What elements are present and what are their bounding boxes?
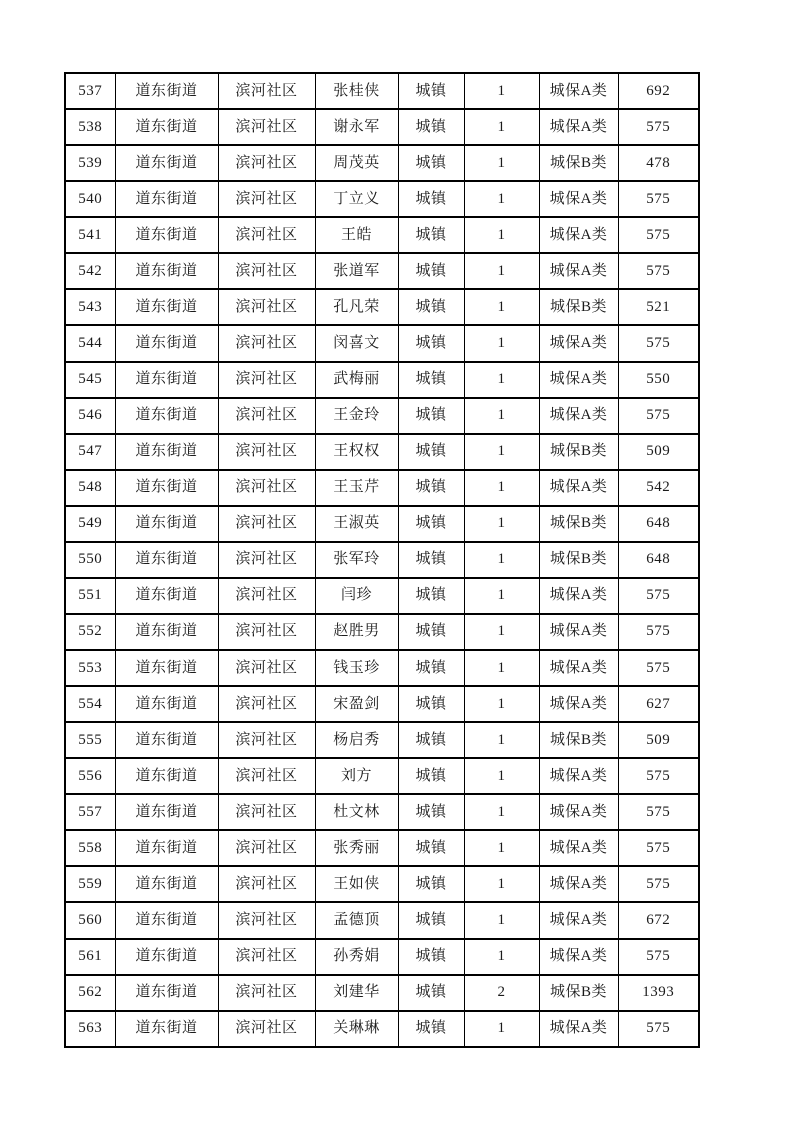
street-cell: 道东街道 [115, 686, 218, 722]
name-cell: 刘方 [315, 758, 398, 794]
table-row [65, 578, 699, 614]
table-row [65, 939, 699, 975]
category-cell: 城保A类 [539, 866, 618, 902]
table-row [65, 866, 699, 902]
seq-cell: 559 [65, 866, 115, 902]
amount-cell: 627 [618, 686, 699, 722]
street-cell: 道东街道 [115, 578, 218, 614]
amount-cell: 542 [618, 470, 699, 506]
name-cell: 谢永军 [315, 109, 398, 145]
seq-cell: 539 [65, 145, 115, 181]
amount-cell: 575 [618, 866, 699, 902]
category-cell: 城保A类 [539, 470, 618, 506]
category-cell: 城保A类 [539, 758, 618, 794]
category-cell: 城保A类 [539, 73, 618, 109]
residence-cell: 城镇 [398, 217, 464, 253]
benefits-table [64, 72, 700, 1048]
residence-cell: 城镇 [398, 325, 464, 361]
count-cell: 1 [464, 686, 539, 722]
table-row [65, 362, 699, 398]
residence-cell: 城镇 [398, 109, 464, 145]
name-cell: 杨启秀 [315, 722, 398, 758]
street-cell: 道东街道 [115, 758, 218, 794]
count-cell: 1 [464, 830, 539, 866]
seq-cell: 549 [65, 506, 115, 542]
name-cell: 孟德顶 [315, 902, 398, 938]
amount-cell: 648 [618, 506, 699, 542]
category-cell: 城保A类 [539, 939, 618, 975]
name-cell: 王淑英 [315, 506, 398, 542]
seq-cell: 537 [65, 73, 115, 109]
count-cell: 1 [464, 398, 539, 434]
category-cell: 城保A类 [539, 902, 618, 938]
street-cell: 道东街道 [115, 975, 218, 1011]
table-row [65, 794, 699, 830]
community-cell: 滨河社区 [218, 939, 315, 975]
residence-cell: 城镇 [398, 758, 464, 794]
amount-cell: 575 [618, 578, 699, 614]
street-cell: 道东街道 [115, 109, 218, 145]
name-cell: 杜文林 [315, 794, 398, 830]
name-cell: 闵喜文 [315, 325, 398, 361]
residence-cell: 城镇 [398, 362, 464, 398]
community-cell: 滨河社区 [218, 758, 315, 794]
count-cell: 1 [464, 614, 539, 650]
amount-cell: 575 [618, 794, 699, 830]
residence-cell: 城镇 [398, 975, 464, 1011]
community-cell: 滨河社区 [218, 614, 315, 650]
table-row [65, 542, 699, 578]
seq-cell: 546 [65, 398, 115, 434]
community-cell: 滨河社区 [218, 253, 315, 289]
street-cell: 道东街道 [115, 181, 218, 217]
seq-cell: 563 [65, 1011, 115, 1047]
category-cell: 城保A类 [539, 650, 618, 686]
category-cell: 城保A类 [539, 253, 618, 289]
residence-cell: 城镇 [398, 542, 464, 578]
amount-cell: 575 [618, 939, 699, 975]
count-cell: 1 [464, 434, 539, 470]
community-cell: 滨河社区 [218, 434, 315, 470]
seq-cell: 542 [65, 253, 115, 289]
count-cell: 1 [464, 794, 539, 830]
street-cell: 道东街道 [115, 362, 218, 398]
seq-cell: 552 [65, 614, 115, 650]
category-cell: 城保A类 [539, 614, 618, 650]
amount-cell: 575 [618, 181, 699, 217]
table-row [65, 830, 699, 866]
table-row [65, 470, 699, 506]
seq-cell: 556 [65, 758, 115, 794]
community-cell: 滨河社区 [218, 578, 315, 614]
seq-cell: 541 [65, 217, 115, 253]
category-cell: 城保B类 [539, 722, 618, 758]
seq-cell: 555 [65, 722, 115, 758]
name-cell: 钱玉珍 [315, 650, 398, 686]
street-cell: 道东街道 [115, 722, 218, 758]
category-cell: 城保A类 [539, 181, 618, 217]
community-cell: 滨河社区 [218, 325, 315, 361]
category-cell: 城保A类 [539, 830, 618, 866]
table-row [65, 398, 699, 434]
category-cell: 城保B类 [539, 145, 618, 181]
count-cell: 1 [464, 362, 539, 398]
residence-cell: 城镇 [398, 145, 464, 181]
amount-cell: 648 [618, 542, 699, 578]
category-cell: 城保B类 [539, 975, 618, 1011]
amount-cell: 1393 [618, 975, 699, 1011]
community-cell: 滨河社区 [218, 542, 315, 578]
community-cell: 滨河社区 [218, 145, 315, 181]
amount-cell: 509 [618, 722, 699, 758]
residence-cell: 城镇 [398, 578, 464, 614]
name-cell: 张道军 [315, 253, 398, 289]
count-cell: 1 [464, 1011, 539, 1047]
street-cell: 道东街道 [115, 217, 218, 253]
table-row [65, 902, 699, 938]
name-cell: 周茂英 [315, 145, 398, 181]
count-cell: 1 [464, 578, 539, 614]
residence-cell: 城镇 [398, 614, 464, 650]
street-cell: 道东街道 [115, 1011, 218, 1047]
residence-cell: 城镇 [398, 939, 464, 975]
table-row [65, 686, 699, 722]
amount-cell: 575 [618, 758, 699, 794]
residence-cell: 城镇 [398, 506, 464, 542]
amount-cell: 575 [618, 325, 699, 361]
street-cell: 道东街道 [115, 614, 218, 650]
name-cell: 武梅丽 [315, 362, 398, 398]
community-cell: 滨河社区 [218, 73, 315, 109]
amount-cell: 478 [618, 145, 699, 181]
community-cell: 滨河社区 [218, 506, 315, 542]
count-cell: 1 [464, 289, 539, 325]
category-cell: 城保A类 [539, 1011, 618, 1047]
table-row [65, 145, 699, 181]
amount-cell: 575 [618, 109, 699, 145]
community-cell: 滨河社区 [218, 109, 315, 145]
street-cell: 道东街道 [115, 866, 218, 902]
residence-cell: 城镇 [398, 794, 464, 830]
street-cell: 道东街道 [115, 542, 218, 578]
count-cell: 1 [464, 145, 539, 181]
count-cell: 1 [464, 181, 539, 217]
seq-cell: 553 [65, 650, 115, 686]
name-cell: 张桂侠 [315, 73, 398, 109]
street-cell: 道东街道 [115, 830, 218, 866]
amount-cell: 550 [618, 362, 699, 398]
category-cell: 城保A类 [539, 109, 618, 145]
name-cell: 王如侠 [315, 866, 398, 902]
seq-cell: 547 [65, 434, 115, 470]
table-row [65, 975, 699, 1011]
name-cell: 刘建华 [315, 975, 398, 1011]
community-cell: 滨河社区 [218, 217, 315, 253]
seq-cell: 562 [65, 975, 115, 1011]
count-cell: 1 [464, 253, 539, 289]
seq-cell: 544 [65, 325, 115, 361]
name-cell: 孔凡荣 [315, 289, 398, 325]
street-cell: 道东街道 [115, 506, 218, 542]
count-cell: 2 [464, 975, 539, 1011]
table-row [65, 181, 699, 217]
residence-cell: 城镇 [398, 650, 464, 686]
category-cell: 城保A类 [539, 325, 618, 361]
amount-cell: 575 [618, 398, 699, 434]
residence-cell: 城镇 [398, 866, 464, 902]
name-cell: 王玉芹 [315, 470, 398, 506]
residence-cell: 城镇 [398, 73, 464, 109]
table-row [65, 434, 699, 470]
count-cell: 1 [464, 722, 539, 758]
table-row [65, 722, 699, 758]
community-cell: 滨河社区 [218, 398, 315, 434]
amount-cell: 672 [618, 902, 699, 938]
residence-cell: 城镇 [398, 722, 464, 758]
residence-cell: 城镇 [398, 686, 464, 722]
category-cell: 城保B类 [539, 289, 618, 325]
count-cell: 1 [464, 650, 539, 686]
seq-cell: 545 [65, 362, 115, 398]
count-cell: 1 [464, 542, 539, 578]
table-row [65, 109, 699, 145]
street-cell: 道东街道 [115, 325, 218, 361]
name-cell: 王权权 [315, 434, 398, 470]
residence-cell: 城镇 [398, 181, 464, 217]
seq-cell: 538 [65, 109, 115, 145]
community-cell: 滨河社区 [218, 866, 315, 902]
community-cell: 滨河社区 [218, 830, 315, 866]
residence-cell: 城镇 [398, 830, 464, 866]
category-cell: 城保A类 [539, 578, 618, 614]
seq-cell: 557 [65, 794, 115, 830]
count-cell: 1 [464, 866, 539, 902]
table-row [65, 506, 699, 542]
name-cell: 张军玲 [315, 542, 398, 578]
category-cell: 城保A类 [539, 398, 618, 434]
residence-cell: 城镇 [398, 902, 464, 938]
amount-cell: 575 [618, 1011, 699, 1047]
street-cell: 道东街道 [115, 902, 218, 938]
count-cell: 1 [464, 109, 539, 145]
table-row [65, 325, 699, 361]
table-row [65, 289, 699, 325]
count-cell: 1 [464, 758, 539, 794]
table-body [65, 73, 699, 1047]
category-cell: 城保A类 [539, 217, 618, 253]
seq-cell: 540 [65, 181, 115, 217]
seq-cell: 560 [65, 902, 115, 938]
street-cell: 道东街道 [115, 398, 218, 434]
amount-cell: 509 [618, 434, 699, 470]
seq-cell: 558 [65, 830, 115, 866]
category-cell: 城保A类 [539, 794, 618, 830]
residence-cell: 城镇 [398, 289, 464, 325]
count-cell: 1 [464, 902, 539, 938]
seq-cell: 548 [65, 470, 115, 506]
count-cell: 1 [464, 506, 539, 542]
count-cell: 1 [464, 73, 539, 109]
seq-cell: 543 [65, 289, 115, 325]
residence-cell: 城镇 [398, 1011, 464, 1047]
amount-cell: 692 [618, 73, 699, 109]
category-cell: 城保A类 [539, 686, 618, 722]
amount-cell: 575 [618, 650, 699, 686]
table-row [65, 73, 699, 109]
amount-cell: 521 [618, 289, 699, 325]
residence-cell: 城镇 [398, 470, 464, 506]
community-cell: 滨河社区 [218, 181, 315, 217]
community-cell: 滨河社区 [218, 470, 315, 506]
table-row [65, 614, 699, 650]
name-cell: 丁立义 [315, 181, 398, 217]
table-row [65, 1011, 699, 1047]
amount-cell: 575 [618, 253, 699, 289]
name-cell: 王皓 [315, 217, 398, 253]
residence-cell: 城镇 [398, 434, 464, 470]
name-cell: 宋盈剑 [315, 686, 398, 722]
count-cell: 1 [464, 325, 539, 361]
amount-cell: 575 [618, 614, 699, 650]
amount-cell: 575 [618, 830, 699, 866]
community-cell: 滨河社区 [218, 362, 315, 398]
seq-cell: 561 [65, 939, 115, 975]
community-cell: 滨河社区 [218, 1011, 315, 1047]
community-cell: 滨河社区 [218, 289, 315, 325]
street-cell: 道东街道 [115, 939, 218, 975]
seq-cell: 554 [65, 686, 115, 722]
count-cell: 1 [464, 217, 539, 253]
name-cell: 赵胜男 [315, 614, 398, 650]
table-row [65, 650, 699, 686]
table-row [65, 758, 699, 794]
street-cell: 道东街道 [115, 650, 218, 686]
category-cell: 城保B类 [539, 506, 618, 542]
name-cell: 闫珍 [315, 578, 398, 614]
street-cell: 道东街道 [115, 289, 218, 325]
street-cell: 道东街道 [115, 253, 218, 289]
community-cell: 滨河社区 [218, 975, 315, 1011]
street-cell: 道东街道 [115, 470, 218, 506]
category-cell: 城保B类 [539, 434, 618, 470]
community-cell: 滨河社区 [218, 794, 315, 830]
residence-cell: 城镇 [398, 253, 464, 289]
count-cell: 1 [464, 939, 539, 975]
street-cell: 道东街道 [115, 73, 218, 109]
street-cell: 道东街道 [115, 145, 218, 181]
street-cell: 道东街道 [115, 794, 218, 830]
category-cell: 城保B类 [539, 542, 618, 578]
community-cell: 滨河社区 [218, 686, 315, 722]
amount-cell: 575 [618, 217, 699, 253]
community-cell: 滨河社区 [218, 650, 315, 686]
community-cell: 滨河社区 [218, 722, 315, 758]
community-cell: 滨河社区 [218, 902, 315, 938]
seq-cell: 550 [65, 542, 115, 578]
name-cell: 孙秀娟 [315, 939, 398, 975]
name-cell: 张秀丽 [315, 830, 398, 866]
residence-cell: 城镇 [398, 398, 464, 434]
count-cell: 1 [464, 470, 539, 506]
seq-cell: 551 [65, 578, 115, 614]
name-cell: 关琳琳 [315, 1011, 398, 1047]
table-row [65, 217, 699, 253]
street-cell: 道东街道 [115, 434, 218, 470]
name-cell: 王金玲 [315, 398, 398, 434]
table-row [65, 253, 699, 289]
category-cell: 城保A类 [539, 362, 618, 398]
